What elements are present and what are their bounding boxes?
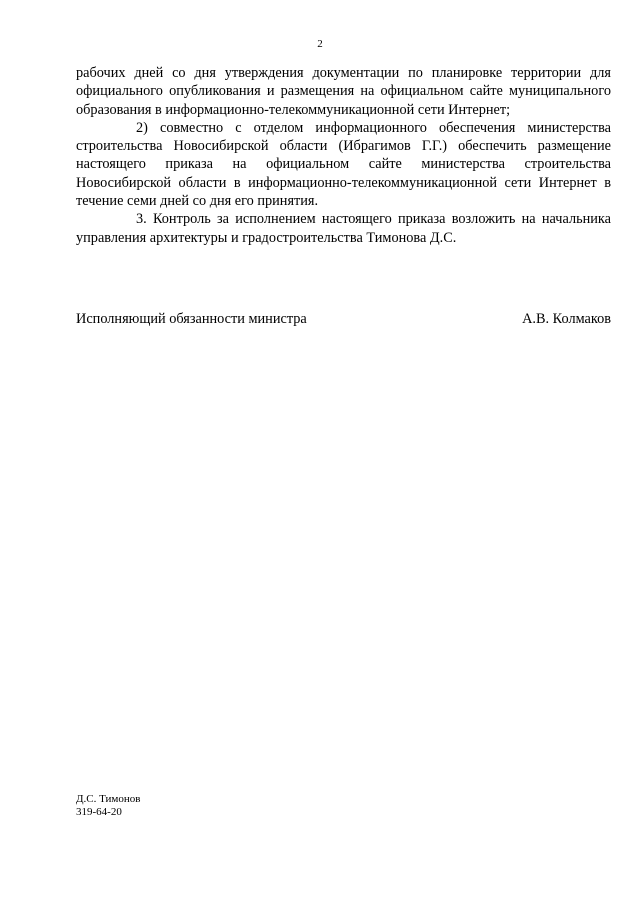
paragraph-continuation: рабочих дней со дня утверждения документации по планировке территории для официального опубликования и размещения на официальном сайте муниципального образования в информационно-телекоммуникационной сети Интернет; xyxy=(76,65,611,118)
executor-name: Д.С. Тимонов xyxy=(76,793,141,805)
signature-block xyxy=(76,310,611,328)
signatory-name: А.В. Колмаков xyxy=(522,311,611,327)
signatory-position: Исполняющий обязанности министра xyxy=(76,311,307,327)
executor-block xyxy=(76,793,140,818)
executor-phone: 319-64-20 xyxy=(76,805,122,818)
paragraph-item-3: 3. Контроль за исполнением настоящего приказа возложить на начальника управления архитектуры и градостроительства Тимонова Д.С. xyxy=(76,211,611,246)
document-body xyxy=(76,64,611,247)
paragraph-item-2: 2) совместно с отделом информационного обеспечения министерства строительства Новосибирской области (Ибрагимов Г.Г.) обеспечить размещение настоящего приказа на официальном сайте министерства строительства Новосибирской области в информационно-телекоммуникационной сети Интернет в течение семи дней со дня его принятия. xyxy=(76,119,611,210)
page-number: 2 xyxy=(317,38,323,50)
